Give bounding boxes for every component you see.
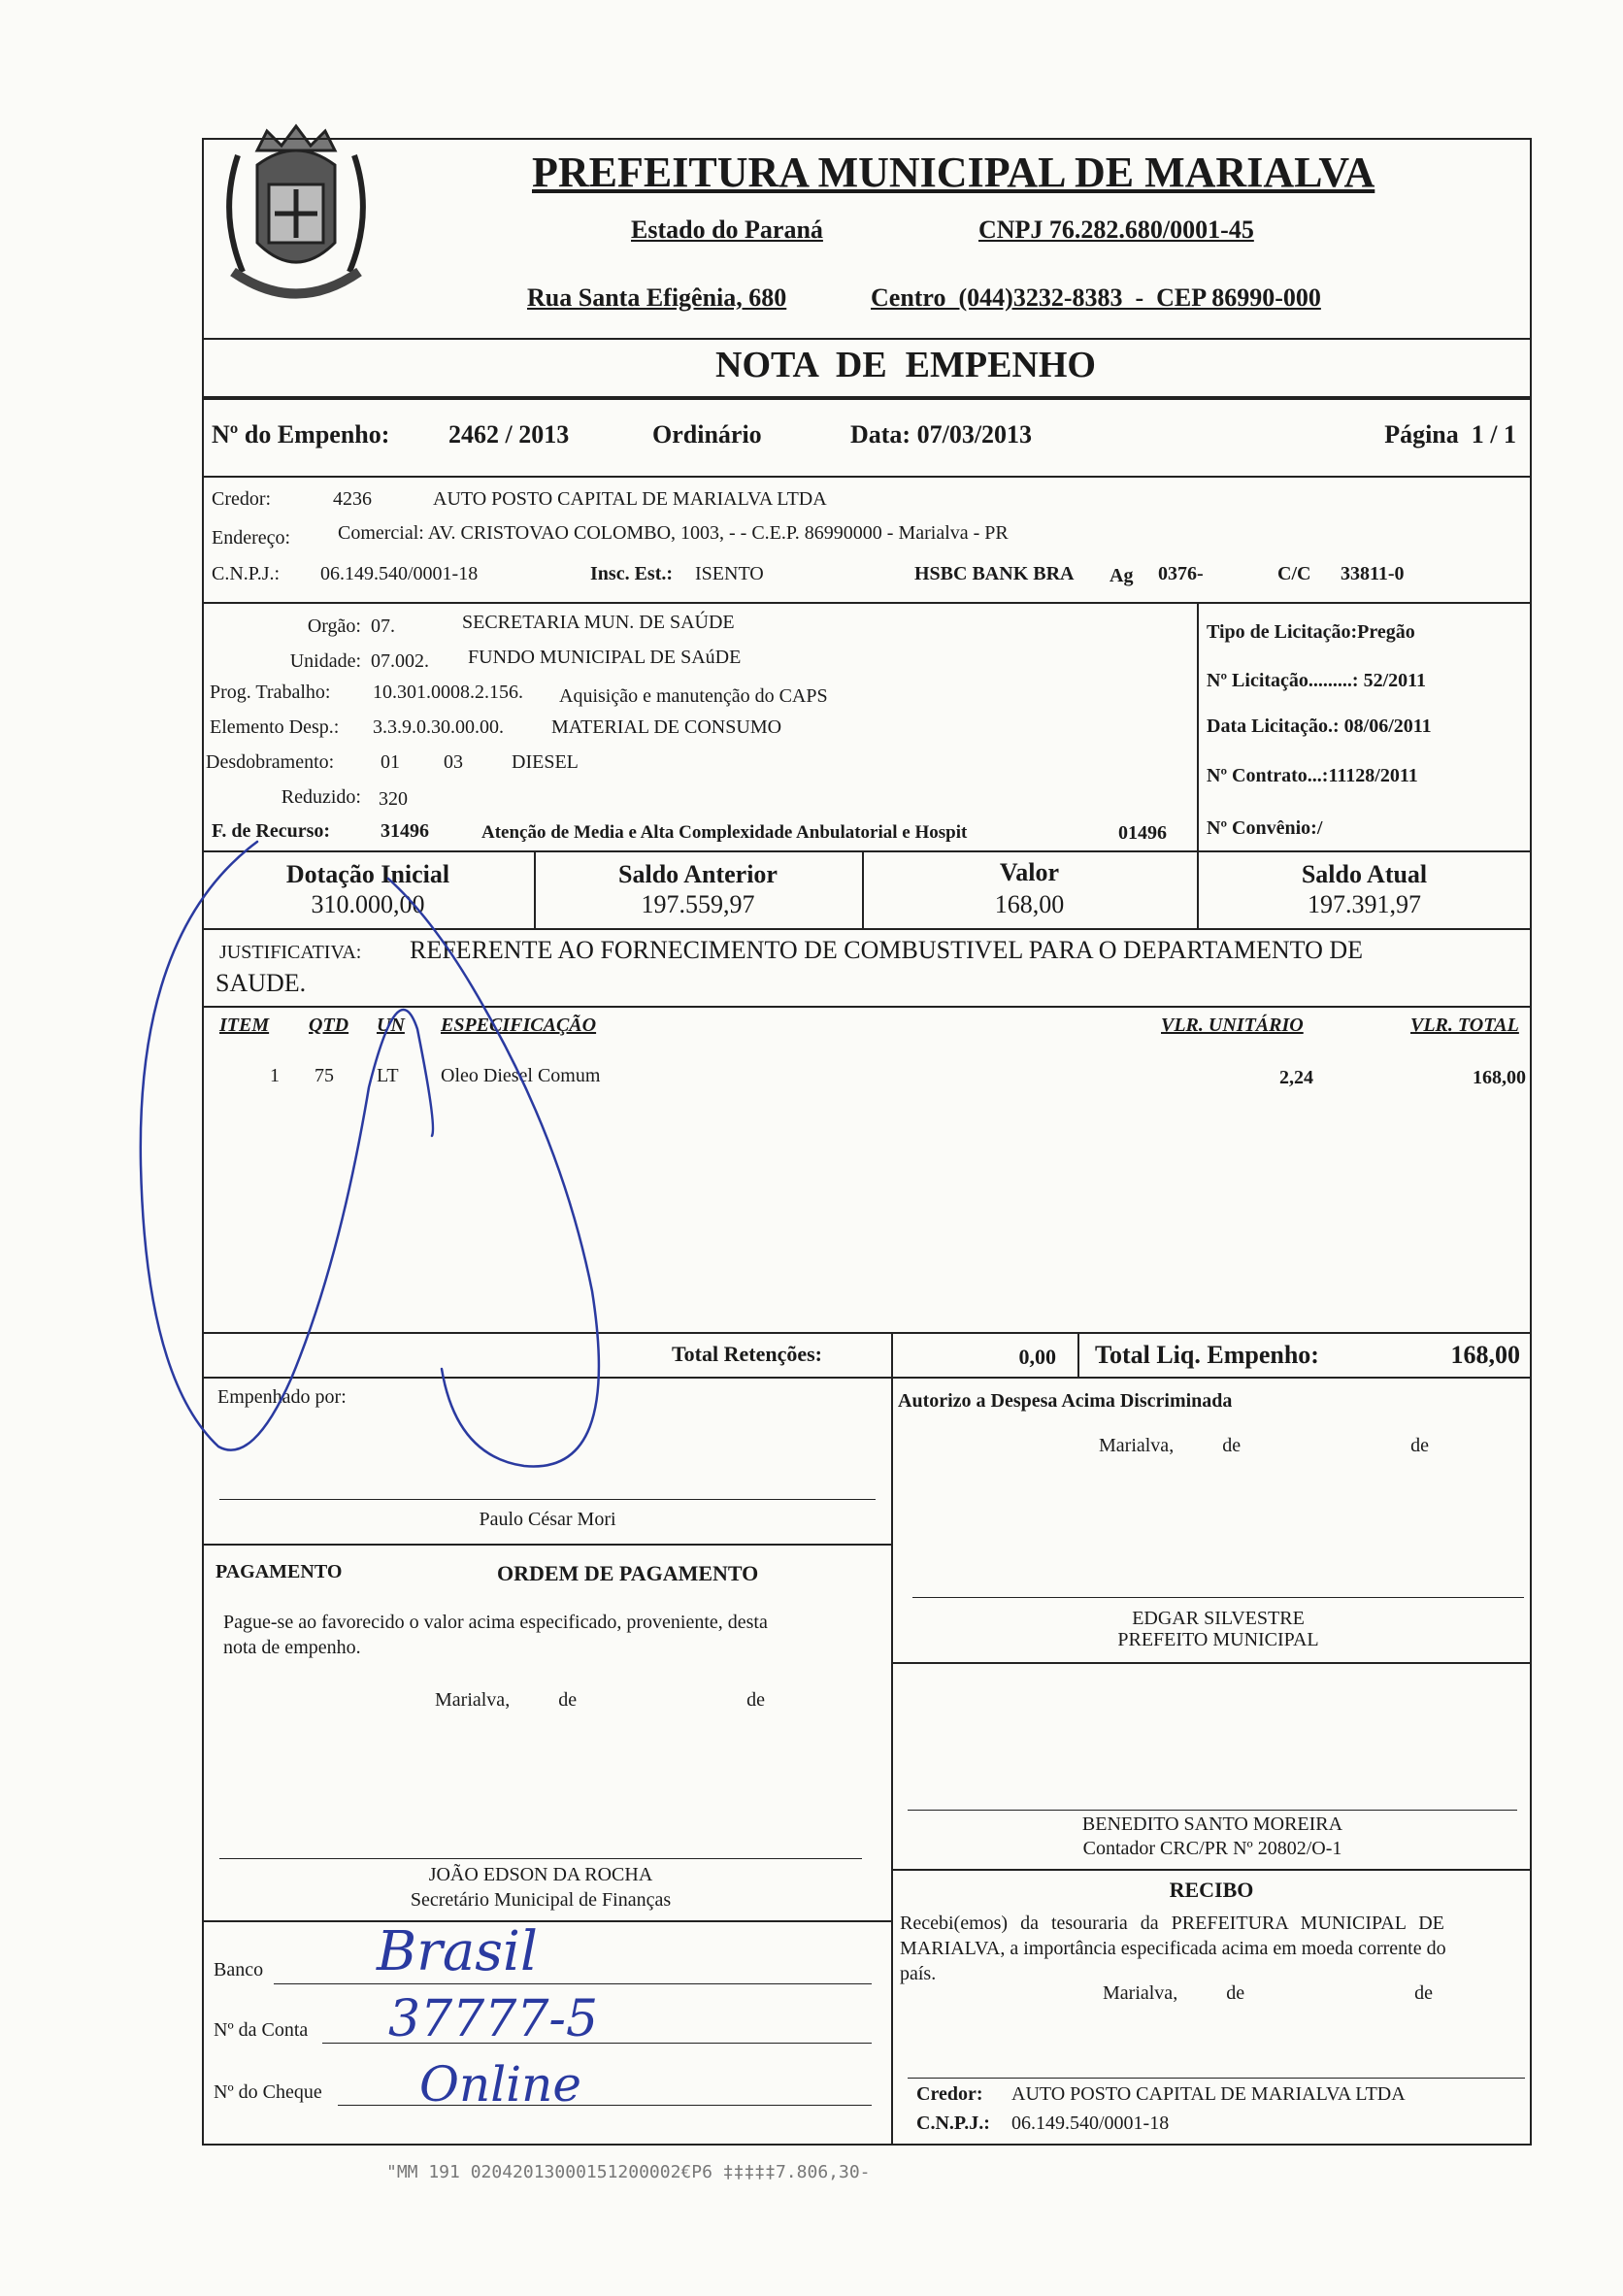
empenhado-name: Paulo César Mori [479, 1509, 616, 1530]
address-label: Rua Santa Efigênia, 680 [527, 283, 787, 312]
licitacao-tipo: Tipo de Licitação:Pregão [1207, 621, 1415, 643]
empenho-type: Ordinário [652, 420, 762, 449]
row-qtd: 75 [315, 1065, 334, 1086]
credor-label: Credor: [212, 488, 272, 510]
recibo-line-3: país. [900, 1963, 937, 1984]
col-item: ITEM [219, 1015, 270, 1036]
address-field-label: Endereço: [212, 527, 291, 549]
dotacao-value: 310.000,00 [311, 890, 425, 918]
footer-code: "MM 191 02042013000151200002€P6 ‡‡‡‡‡7.806,30- [386, 2162, 871, 2182]
col-vlr-unitario: VLR. UNITÁRIO [1161, 1015, 1304, 1036]
credor-code: 4236 [333, 488, 372, 510]
recibo-cnpj: 06.149.540/0001-18 [1011, 2113, 1170, 2134]
recurso-label: F. de Recurso: [212, 820, 331, 842]
dotacao-label: Dotação Inicial [285, 860, 450, 888]
unidade-label: Unidade: [289, 650, 361, 672]
row-un: LT [377, 1065, 399, 1086]
orgao-name: SECRETARIA MUN. DE SAÚDE [462, 612, 735, 633]
row-total-value: 168,00 [1473, 1067, 1526, 1088]
elemento-code: 3.3.9.0.30.00.00. [373, 716, 504, 738]
insc-label: Insc. Est.: [590, 563, 674, 584]
banco-label: Banco [214, 1959, 264, 1980]
desdobramento-label: Desdobramento: [206, 751, 335, 773]
conta-handwriting: 37777-5 [388, 1990, 599, 2048]
row-spec: Oleo Diesel Comum [441, 1065, 601, 1086]
saldo-atual-value: 197.391,97 [1308, 890, 1421, 918]
contador-name: BENEDITO SANTO MOREIRA [1081, 1814, 1343, 1835]
credor-name: AUTO POSTO CAPITAL DE MARIALVA LTDA [433, 488, 827, 510]
autorizo-label: Autorizo a Despesa Acima Discriminada [898, 1390, 1233, 1412]
credor-address: Comercial: AV. CRISTOVAO COLOMBO, 1003, - - C.E.P. 86990000 - Marialva - PR [338, 522, 1009, 544]
recibo-line-1: Recebi(emos) da tesouraria da PREFEITURA MUNICIPAL DE [900, 1913, 1444, 1934]
insc-value: ISENTO [695, 563, 764, 584]
page-number: Página 1 / 1 [1384, 420, 1516, 449]
recurso-name: Atenção de Media e Alta Complexidade Anbulatorial e Hospit [481, 822, 968, 843]
licitacao-data: Data Licitação.: 08/06/2011 [1207, 715, 1432, 737]
recibo-credor-name: AUTO POSTO CAPITAL DE MARIALVA LTDA [1011, 2083, 1406, 2105]
orgao-label: Orgão: [307, 616, 361, 637]
prog-code: 10.301.0008.2.156. [373, 682, 523, 703]
row-item: 1 [270, 1065, 280, 1086]
saldo-anterior-label: Saldo Anterior [618, 860, 778, 888]
agency-number: 0376- [1158, 563, 1204, 584]
desdobramento-name: DIESEL [512, 751, 579, 773]
cnpj-label: CNPJ 76.282.680/0001-45 [978, 216, 1254, 244]
col-un: UN [377, 1015, 405, 1036]
valor-value: 168,00 [994, 890, 1065, 918]
contact-label: Centro (044)3232-8383 - CEP 86990-000 [871, 283, 1321, 312]
desdobramento-a: 01 [381, 751, 400, 773]
page-title: PREFEITURA MUNICIPAL DE MARIALVA [532, 149, 1375, 196]
recibo-credor-label: Credor: [916, 2083, 983, 2105]
document-title: NOTA DE EMPENHO [715, 345, 1096, 385]
saldo-anterior-value: 197.559,97 [641, 890, 755, 918]
empenho-number: 2462 / 2013 [448, 420, 570, 449]
convenio-numero: Nº Convênio:/ [1207, 817, 1323, 839]
liquido-label: Total Liq. Empenho: [1095, 1341, 1319, 1369]
justificativa-label: JUSTIFICATIVA: [219, 942, 362, 963]
agency-label: Ag [1110, 565, 1134, 586]
pague-line-2: nota de empenho. [223, 1637, 361, 1658]
licitacao-numero: Nº Licitação.........: 52/2011 [1207, 670, 1427, 691]
contrato-numero: Nº Contrato...:11128/2011 [1207, 765, 1418, 786]
orgao-code: 07. [371, 616, 395, 637]
banco-handwriting: Brasil [377, 1920, 538, 1983]
empenho-date: Data: 07/03/2013 [850, 420, 1033, 449]
desdobramento-b: 03 [444, 751, 463, 773]
pague-line-1: Pague-se ao favorecido o valor acima especificado, proveniente, desta [223, 1612, 768, 1633]
unidade-code: 07.002. [371, 650, 429, 672]
account-number: 33811-0 [1341, 563, 1405, 584]
prog-label: Prog. Trabalho: [210, 682, 331, 703]
recurso-code-2: 01496 [1118, 822, 1167, 844]
recibo-date-line: Marialva, de de [1103, 1982, 1433, 2004]
secretario-title: Secretário Municipal de Finanças [410, 1889, 672, 1911]
reduzido-label: Reduzido: [281, 786, 361, 808]
reduzido-value: 320 [379, 788, 408, 810]
empenho-number-label: Nº do Empenho: [212, 420, 390, 449]
justificativa-line-1: REFERENTE AO FORNECIMENTO DE COMBUSTIVEL PARA O DEPARTAMENTO DE [410, 936, 1364, 964]
valor-label: Valor [999, 858, 1060, 886]
elemento-label: Elemento Desp.: [210, 716, 340, 738]
col-vlr-total: VLR. TOTAL [1410, 1015, 1519, 1036]
unidade-name: FUNDO MUNICIPAL DE SAúDE [468, 647, 742, 668]
liquido-value: 168,00 [1450, 1341, 1520, 1369]
state-label: Estado do Paraná [631, 216, 823, 244]
account-label: C/C [1277, 563, 1311, 584]
recibo-cnpj-label: C.N.P.J.: [916, 2113, 990, 2134]
retencoes-value: 0,00 [1018, 1345, 1056, 1369]
prefeito-title: PREFEITO MUNICIPAL [1117, 1629, 1319, 1650]
prog-name: Aquisição e manutenção do CAPS [559, 685, 828, 707]
recibo-line-2: MARIALVA, a importância especificada acima em moeda corrente do [900, 1938, 1446, 1959]
elemento-name: MATERIAL DE CONSUMO [551, 716, 782, 738]
autorizo-date-line: Marialva, de de [1099, 1435, 1429, 1456]
recurso-code: 31496 [381, 820, 429, 842]
cheque-handwriting: Online [419, 2056, 581, 2113]
contador-title: Contador CRC/PR Nº 20802/O-1 [1082, 1838, 1342, 1859]
row-unit-value: 2,24 [1279, 1067, 1313, 1088]
retencoes-label: Total Retenções: [672, 1342, 822, 1366]
prefeito-name: EDGAR SILVESTRE [1132, 1608, 1305, 1629]
empenhado-label: Empenhado por: [217, 1386, 347, 1408]
ordem-pagamento-label: ORDEM DE PAGAMENTO [497, 1561, 759, 1585]
credor-cnpj: 06.149.540/0001-18 [320, 563, 479, 584]
cheque-label: Nº do Cheque [214, 2081, 322, 2103]
justificativa-line-2: SAUDE. [215, 969, 307, 997]
conta-label: Nº da Conta [214, 2019, 309, 2041]
saldo-atual-label: Saldo Atual [1301, 860, 1428, 888]
col-qtd: QTD [309, 1015, 349, 1036]
recibo-title: RECIBO [1169, 1878, 1254, 1902]
secretario-name: JOÃO EDSON DA ROCHA [428, 1864, 653, 1885]
credor-cnpj-label: C.N.P.J.: [212, 563, 281, 584]
pagamento-label: PAGAMENTO [215, 1561, 343, 1582]
ordem-date-line: Marialva, de de [435, 1689, 765, 1711]
bank-name: HSBC BANK BRA [914, 563, 1075, 584]
col-especificacao: ESPECIFICAÇÃO [441, 1015, 597, 1036]
